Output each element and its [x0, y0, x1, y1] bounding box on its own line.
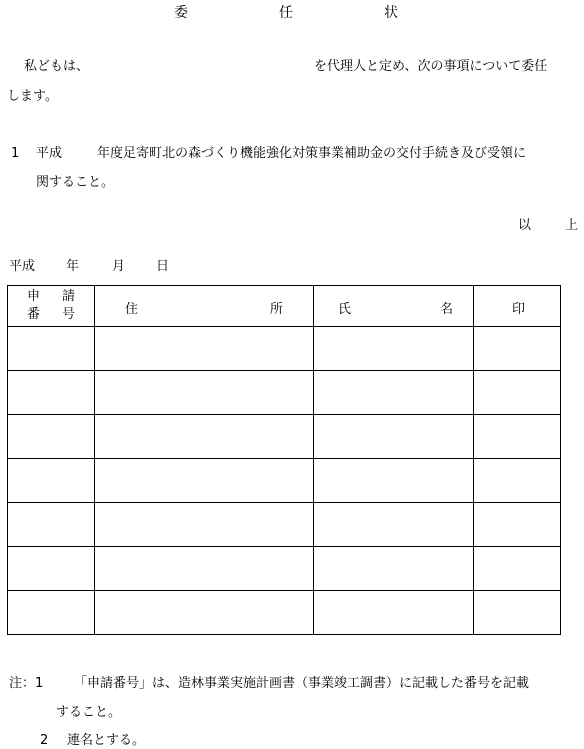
cell-seal[interactable] — [474, 415, 561, 459]
cell-address[interactable] — [95, 327, 314, 371]
closing-jo: 上 — [565, 218, 579, 233]
note2-number: 2 — [40, 733, 49, 748]
cell-address[interactable] — [95, 459, 314, 503]
table-row — [8, 371, 561, 415]
cell-seal[interactable] — [474, 503, 561, 547]
date-day: 日 — [156, 259, 170, 274]
intro-we: 私どもは、 — [24, 59, 90, 74]
header-number-bottom: 番 号 — [26, 307, 76, 322]
notes-label: 注：1 — [9, 676, 44, 691]
item1-era: 平成 — [36, 146, 63, 161]
cell-seal[interactable] — [474, 591, 561, 635]
header-seal — [474, 286, 561, 327]
cell-application-number[interactable] — [8, 327, 95, 371]
cell-name[interactable] — [314, 327, 474, 371]
cell-address[interactable] — [95, 415, 314, 459]
cell-address[interactable] — [95, 371, 314, 415]
cell-application-number[interactable] — [8, 415, 95, 459]
date-era: 平成 — [9, 259, 36, 274]
header-name-a: 氏 — [338, 302, 352, 317]
table-row — [8, 547, 561, 591]
table-row — [8, 459, 561, 503]
cell-seal[interactable] — [474, 371, 561, 415]
table-header-row — [8, 286, 561, 327]
cell-name[interactable] — [314, 459, 474, 503]
cell-name[interactable] — [314, 503, 474, 547]
header-address-b: 所 — [270, 302, 284, 317]
header-number-top: 申 請 — [26, 289, 76, 304]
closing-i: 以 — [518, 218, 532, 233]
cell-seal[interactable] — [474, 547, 561, 591]
cell-name[interactable] — [314, 547, 474, 591]
table-body — [8, 327, 561, 635]
cell-name[interactable] — [314, 371, 474, 415]
title-char-3: 状 — [384, 5, 398, 21]
cell-application-number[interactable] — [8, 547, 95, 591]
table-row — [8, 591, 561, 635]
cell-application-number[interactable] — [8, 459, 95, 503]
title-char-2: 任 — [279, 5, 293, 21]
intro-rest: を代理人と定め、次の事項について委任 — [314, 59, 548, 74]
applicants-table — [7, 285, 561, 635]
item1-number: 1 — [11, 146, 20, 161]
header-seal-label: 印 — [512, 302, 526, 317]
cell-name[interactable] — [314, 415, 474, 459]
cell-application-number[interactable] — [8, 371, 95, 415]
cell-address[interactable] — [95, 547, 314, 591]
cell-application-number[interactable] — [8, 503, 95, 547]
table-row — [8, 415, 561, 459]
table-row — [8, 503, 561, 547]
table-row — [8, 327, 561, 371]
cell-seal[interactable] — [474, 459, 561, 503]
intro-line2: します。 — [7, 89, 58, 104]
note1-text: 「申請番号」は、造林事業実施計画書（事業竣工調書）に記載した番号を記載 — [74, 676, 530, 691]
cell-name[interactable] — [314, 591, 474, 635]
note1-line2: すること。 — [56, 705, 122, 720]
item1-line2: 関すること。 — [36, 175, 115, 190]
item1-text: 年度足寄町北の森づくり機能強化対策事業補助金の交付手続き及び受領に — [97, 146, 527, 161]
cell-address[interactable] — [95, 591, 314, 635]
date-month: 月 — [112, 259, 126, 274]
cell-seal[interactable] — [474, 327, 561, 371]
header-name — [314, 286, 474, 327]
cell-address[interactable] — [95, 503, 314, 547]
header-address-a: 住 — [125, 302, 139, 317]
header-address — [95, 286, 314, 327]
date-year: 年 — [66, 259, 80, 274]
cell-application-number[interactable] — [8, 591, 95, 635]
note2-text: 連名とする。 — [67, 733, 146, 748]
header-name-b: 名 — [440, 302, 454, 317]
title-char-1: 委 — [174, 5, 188, 21]
header-application-number — [8, 286, 95, 327]
